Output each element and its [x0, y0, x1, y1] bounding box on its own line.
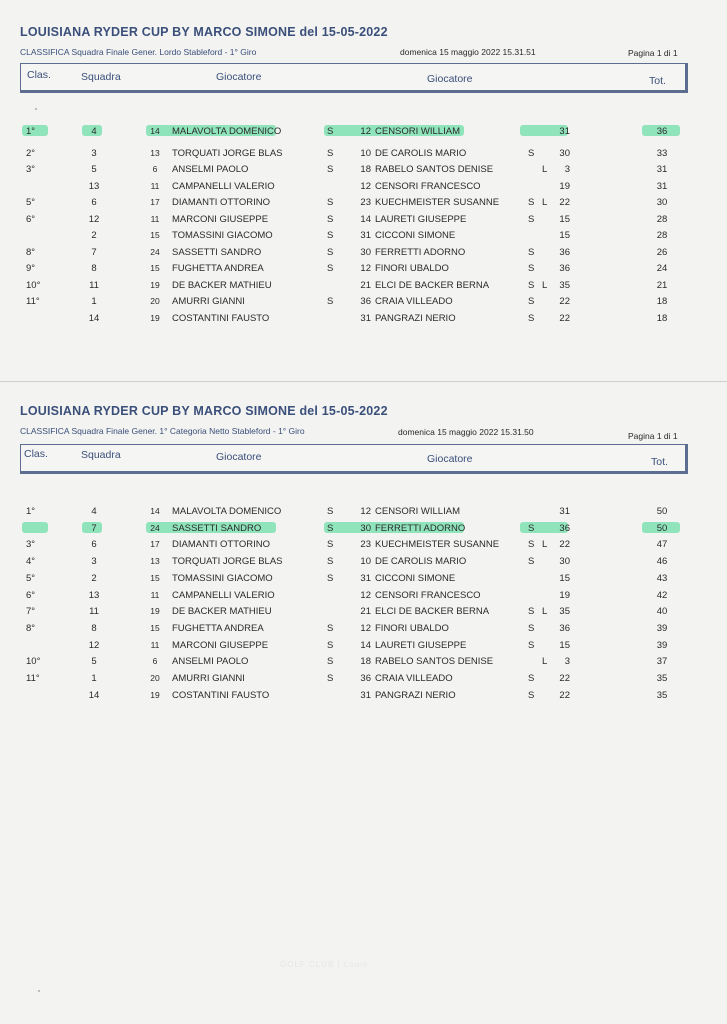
total-score: 21	[656, 279, 668, 291]
points: 3	[564, 164, 570, 175]
team-number: 3	[91, 556, 97, 568]
points: 3	[564, 656, 570, 668]
player-name: COSTANTINI FAUSTO	[172, 312, 270, 324]
player-name: CICCONI SIMONE	[375, 230, 456, 241]
leaderboard-sheet-lordo	[0, 0, 727, 380]
rank: 1°	[26, 126, 36, 137]
team-number: 2	[91, 230, 97, 241]
points: 36	[559, 622, 570, 634]
total-score: 50	[656, 522, 668, 534]
player-name: KUECHMEISTER SUSANNE	[375, 539, 500, 551]
header-clas: Clas.	[27, 69, 51, 81]
flag-s: S	[528, 606, 535, 618]
team-number: 7	[91, 246, 97, 258]
sheet-datetime: domenica 15 maggio 2022 15.31.51	[400, 47, 536, 57]
points: 22	[559, 539, 570, 551]
handicap: 19	[150, 279, 160, 290]
handicap: 21	[360, 279, 371, 291]
player-name: DIAMANTI OTTORINO	[172, 539, 270, 551]
header-giocatore-1: Giocatore	[216, 71, 262, 83]
player-name: TORQUATI JORGE BLAS	[172, 147, 283, 159]
team-number: 14	[88, 312, 100, 324]
points: 22	[559, 689, 570, 701]
team-number: 8	[91, 622, 97, 634]
rank: 8°	[26, 246, 36, 258]
total-score: 36	[656, 126, 668, 137]
player-name: DE BACKER MATHIEU	[172, 279, 272, 291]
total-score: 39	[656, 622, 668, 634]
sheet-title: LOUISIANA RYDER CUP BY MARCO SIMONE del 15-05-2022	[20, 404, 388, 418]
handicap: 17	[150, 539, 160, 550]
player-name: RABELO SANTOS DENISE	[375, 656, 494, 668]
player-name: CRAIA VILLEADO	[375, 673, 453, 684]
handicap: 23	[360, 539, 371, 551]
handicap: 17	[150, 197, 160, 207]
flag-l: L	[542, 197, 548, 208]
player-name: SASSETTI SANDRO	[172, 522, 262, 534]
points: 35	[559, 279, 570, 291]
player-name: LAURETI GIUSEPPE	[375, 639, 467, 651]
sheet-title: LOUISIANA RYDER CUP BY MARCO SIMONE del 15-05-2022	[20, 25, 388, 39]
player-name: FERRETTI ADORNO	[375, 246, 466, 258]
rank: 9°	[26, 263, 36, 274]
player-name: CAMPANELLI VALERIO	[172, 180, 275, 192]
player-name: TOMASSINI GIACOMO	[172, 230, 273, 241]
points: 36	[559, 263, 570, 274]
team-number: 8	[91, 263, 97, 274]
handicap: 23	[360, 197, 371, 208]
total-score: 28	[656, 213, 668, 225]
player-name: DIAMANTI OTTORINO	[172, 197, 270, 208]
handicap: 30	[360, 246, 371, 258]
flag-s: S	[327, 213, 334, 225]
total-score: 40	[656, 606, 668, 618]
handicap: 12	[360, 263, 371, 274]
handicap: 18	[360, 656, 371, 668]
flag-s: S	[327, 556, 334, 568]
player-name: ELCI DE BACKER BERNA	[375, 606, 490, 618]
rank: 11°	[26, 296, 40, 307]
player-name: MALAVOLTA DOMENICO	[172, 126, 282, 137]
team-number: 4	[91, 126, 97, 137]
flag-s: S	[327, 164, 334, 175]
sheet-subtitle: CLASSIFICA Squadra Finale Gener. 1° Categoria Netto Stableford - 1° Giro	[20, 426, 305, 436]
points: 22	[559, 673, 570, 684]
team-number: 3	[91, 147, 97, 159]
total-score: 43	[656, 572, 668, 584]
stray-dot	[38, 990, 40, 992]
player-name: PANGRAZI NERIO	[375, 689, 456, 701]
player-name: AMURRI GIANNI	[172, 673, 245, 684]
player-name: FINORI UBALDO	[375, 622, 449, 634]
flag-s: S	[327, 522, 334, 534]
sheet-divider	[0, 381, 727, 382]
player-name: MALAVOLTA DOMENICO	[172, 506, 282, 517]
player-name: TORQUATI JORGE BLAS	[172, 556, 283, 568]
handicap: 15	[150, 572, 160, 583]
player-name: ELCI DE BACKER BERNA	[375, 279, 490, 291]
points: 31	[559, 506, 570, 517]
highlight-marker	[22, 522, 48, 533]
handicap: 14	[150, 506, 160, 516]
handicap: 14	[360, 213, 371, 225]
player-name: RABELO SANTOS DENISE	[375, 164, 494, 175]
handicap: 21	[360, 606, 371, 618]
total-score: 30	[656, 197, 668, 208]
flag-s: S	[528, 279, 535, 291]
team-number: 5	[91, 164, 97, 175]
flag-s: S	[327, 622, 334, 634]
player-name: COSTANTINI FAUSTO	[172, 689, 270, 701]
handicap: 11	[150, 589, 160, 600]
header-squadra: Squadra	[81, 71, 121, 83]
player-name: MARCONI GIUSEPPE	[172, 639, 269, 651]
handicap: 19	[150, 606, 160, 617]
handicap: 12	[360, 506, 371, 517]
handicap: 11	[150, 180, 160, 191]
flag-s: S	[528, 263, 535, 274]
player-name: CENSORI WILLIAM	[375, 506, 460, 517]
flag-s: S	[528, 312, 535, 324]
flag-s: S	[327, 673, 334, 684]
handicap: 36	[360, 673, 371, 684]
total-score: 42	[656, 589, 668, 601]
handicap: 20	[150, 673, 160, 683]
total-score: 47	[656, 539, 668, 551]
points: 15	[559, 572, 570, 584]
rank: 11°	[26, 673, 40, 684]
flag-l: L	[542, 279, 548, 291]
total-score: 31	[656, 180, 668, 192]
team-number: 14	[88, 689, 100, 701]
flag-s: S	[327, 656, 334, 668]
player-name: LAURETI GIUSEPPE	[375, 213, 467, 225]
team-number: 11	[89, 606, 99, 618]
team-number: 4	[91, 506, 97, 517]
flag-s: S	[528, 556, 535, 568]
points: 19	[559, 180, 570, 192]
rank: 10°	[26, 656, 41, 668]
handicap: 36	[360, 296, 371, 307]
handicap: 11	[150, 639, 160, 650]
flag-s: S	[528, 622, 535, 634]
team-number: 6	[91, 539, 97, 551]
handicap: 31	[360, 689, 371, 701]
total-score: 18	[656, 312, 668, 324]
points: 15	[559, 230, 570, 241]
rank: 3°	[26, 539, 36, 551]
handicap: 6	[152, 164, 158, 174]
stray-dot	[35, 108, 37, 110]
points: 22	[559, 197, 570, 208]
player-name: FUGHETTA ANDREA	[172, 622, 264, 634]
points: 31	[559, 126, 570, 137]
sheet-page-number: Pagina 1 di 1	[628, 431, 678, 441]
team-number: 11	[89, 279, 99, 291]
handicap: 31	[360, 230, 371, 241]
rank: 6°	[26, 589, 36, 601]
total-score: 33	[656, 147, 668, 159]
handicap: 31	[360, 572, 371, 584]
points: 22	[559, 296, 570, 307]
handicap: 11	[150, 213, 160, 224]
sheet-page-number: Pagina 1 di 1	[628, 48, 678, 58]
flag-s: S	[528, 296, 535, 307]
player-name: SASSETTI SANDRO	[172, 246, 262, 258]
flag-s: S	[327, 197, 334, 208]
rank: 1°	[26, 506, 36, 517]
total-score: 35	[656, 689, 668, 701]
handicap: 12	[360, 180, 371, 192]
player-name: CENSORI FRANCESCO	[375, 180, 481, 192]
handicap: 12	[360, 622, 371, 634]
team-number: 12	[88, 213, 100, 225]
team-number: 7	[91, 522, 97, 534]
team-number: 1	[91, 673, 97, 684]
total-score: 35	[656, 673, 668, 684]
points: 22	[559, 312, 570, 324]
total-score: 24	[656, 263, 668, 274]
flag-l: L	[542, 656, 548, 668]
flag-s: S	[528, 639, 535, 651]
player-name: ANSELMI PAOLO	[172, 656, 249, 668]
handicap: 24	[150, 246, 160, 257]
flag-l: L	[542, 539, 548, 551]
team-number: 6	[91, 197, 97, 208]
flag-s: S	[327, 147, 334, 159]
team-number: 13	[88, 589, 100, 601]
flag-s: S	[327, 572, 334, 584]
rank: 8°	[26, 622, 36, 634]
flag-s: S	[327, 263, 334, 274]
footer-watermark: GOLF CLUB | Louis	[280, 960, 368, 969]
header-giocatore-2: Giocatore	[427, 73, 473, 85]
player-name: DE BACKER MATHIEU	[172, 606, 272, 618]
team-number: 2	[91, 572, 97, 584]
sheet-datetime: domenica 15 maggio 2022 15.31.50	[398, 427, 534, 437]
points: 19	[559, 589, 570, 601]
handicap: 31	[360, 312, 371, 324]
flag-s: S	[327, 126, 334, 137]
points: 30	[559, 556, 570, 568]
handicap: 19	[150, 689, 160, 700]
player-name: CENSORI FRANCESCO	[375, 589, 481, 601]
handicap: 15	[150, 230, 160, 240]
header-clas: Clas.	[24, 448, 48, 460]
flag-s: S	[327, 539, 334, 551]
header-tot: Tot.	[651, 456, 668, 468]
player-name: ANSELMI PAOLO	[172, 164, 249, 175]
flag-s: S	[528, 147, 535, 159]
total-score: 31	[656, 164, 668, 175]
total-score: 50	[656, 506, 668, 517]
handicap: 15	[150, 622, 160, 633]
rank: 5°	[26, 197, 36, 208]
player-name: KUECHMEISTER SUSANNE	[375, 197, 500, 208]
handicap: 10	[360, 147, 371, 159]
handicap: 14	[150, 126, 160, 136]
handicap: 12	[360, 126, 371, 137]
handicap: 15	[150, 263, 160, 273]
flag-s: S	[327, 296, 334, 307]
leaderboard-sheet-netto	[0, 385, 727, 765]
flag-s: S	[327, 506, 334, 517]
player-name: FERRETTI ADORNO	[375, 522, 466, 534]
points: 36	[559, 246, 570, 258]
flag-s: S	[528, 246, 535, 258]
column-header-bar	[20, 444, 688, 474]
header-giocatore-1: Giocatore	[216, 451, 262, 463]
total-score: 46	[656, 556, 668, 568]
header-giocatore-2: Giocatore	[427, 453, 473, 465]
flag-s: S	[327, 639, 334, 651]
player-name: CENSORI WILLIAM	[375, 126, 460, 137]
flag-s: S	[327, 230, 334, 241]
total-score: 37	[656, 656, 668, 668]
header-tot: Tot.	[649, 75, 666, 87]
player-name: CAMPANELLI VALERIO	[172, 589, 275, 601]
player-name: CICCONI SIMONE	[375, 572, 456, 584]
points: 15	[559, 213, 570, 225]
rank: 7°	[26, 606, 36, 618]
total-score: 26	[656, 246, 668, 258]
handicap: 6	[152, 656, 158, 667]
column-header-bar	[20, 63, 688, 93]
flag-l: L	[542, 164, 548, 175]
sheet-subtitle: CLASSIFICA Squadra Finale Gener. Lordo Stableford - 1° Giro	[20, 47, 257, 57]
player-name: MARCONI GIUSEPPE	[172, 213, 269, 225]
rank: 10°	[26, 279, 41, 291]
team-number: 1	[91, 296, 97, 307]
total-score: 28	[656, 230, 668, 241]
team-number: 5	[91, 656, 97, 668]
player-name: AMURRI GIANNI	[172, 296, 245, 307]
player-name: DE CAROLIS MARIO	[375, 147, 467, 159]
points: 36	[559, 522, 570, 534]
rank: 4°	[26, 556, 36, 568]
player-name: CRAIA VILLEADO	[375, 296, 453, 307]
handicap: 14	[360, 639, 371, 651]
points: 30	[559, 147, 570, 159]
rank: 5°	[26, 572, 36, 584]
team-number: 12	[88, 639, 100, 651]
flag-s: S	[528, 197, 535, 208]
flag-s: S	[528, 539, 535, 551]
flag-s: S	[528, 213, 535, 225]
total-score: 18	[656, 296, 668, 307]
handicap: 12	[360, 589, 371, 601]
team-number: 13	[88, 180, 100, 192]
points: 15	[559, 639, 570, 651]
player-name: TOMASSINI GIACOMO	[172, 572, 273, 584]
handicap: 18	[360, 164, 371, 175]
points: 35	[559, 606, 570, 618]
total-score: 39	[656, 639, 668, 651]
handicap: 13	[150, 147, 160, 158]
player-name: PANGRAZI NERIO	[375, 312, 456, 324]
player-name: FUGHETTA ANDREA	[172, 263, 264, 274]
handicap: 20	[150, 296, 160, 306]
flag-s: S	[327, 246, 334, 258]
handicap: 19	[150, 312, 160, 323]
rank: 6°	[26, 213, 36, 225]
handicap: 30	[360, 522, 371, 534]
rank: 3°	[26, 164, 36, 175]
handicap: 24	[150, 522, 160, 533]
flag-l: L	[542, 606, 548, 618]
flag-s: S	[528, 689, 535, 701]
player-name: DE CAROLIS MARIO	[375, 556, 467, 568]
rank: 2°	[26, 147, 36, 159]
flag-s: S	[528, 522, 535, 534]
handicap: 10	[360, 556, 371, 568]
flag-s: S	[528, 673, 535, 684]
player-name: FINORI UBALDO	[375, 263, 449, 274]
handicap: 13	[150, 556, 160, 567]
header-squadra: Squadra	[81, 449, 121, 461]
